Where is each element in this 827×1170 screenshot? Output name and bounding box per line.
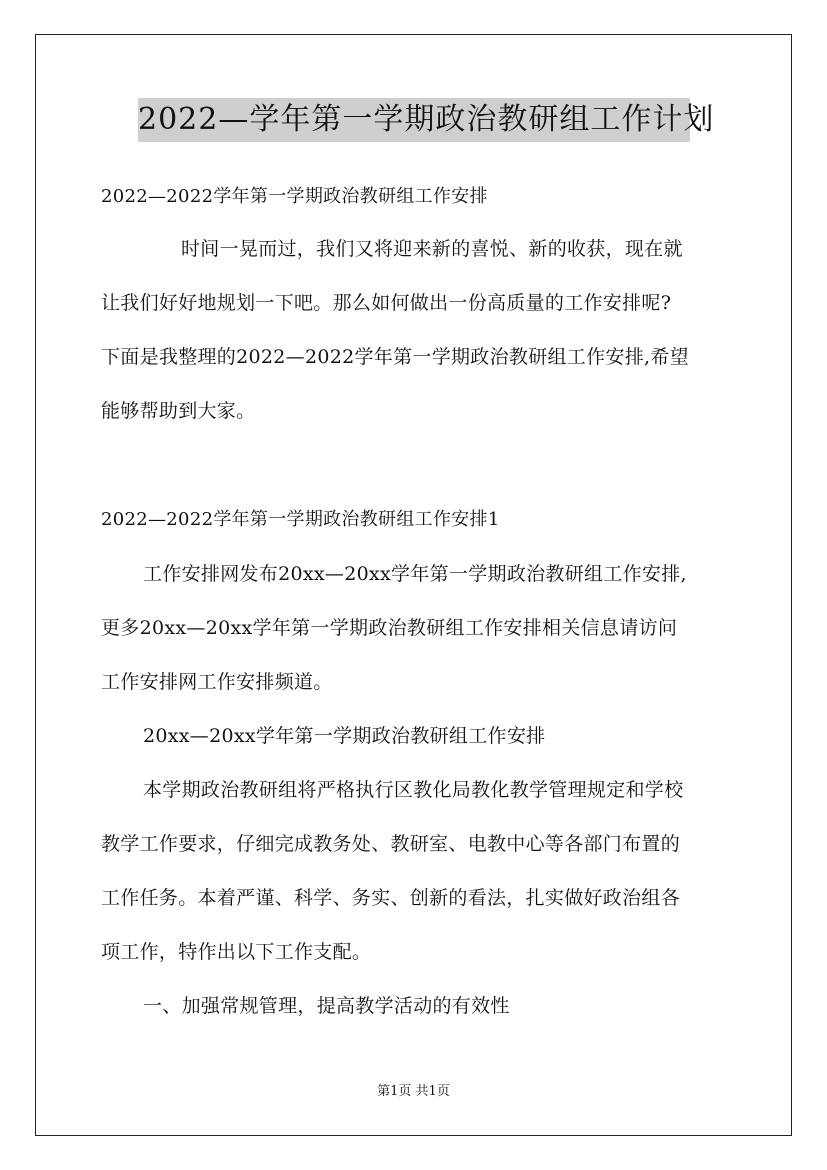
- body-line-3: 工作安排网工作安排频道。: [101, 671, 333, 693]
- intro-line-4: 能够帮助到大家。: [101, 400, 256, 422]
- body-line-7: 工作任务。本着严谨、科学、务实、创新的看法，扎实做好政治组各: [101, 887, 681, 909]
- body-line-9: 一、加强常规管理，提高教学活动的有效性: [143, 995, 510, 1017]
- body-line-2: 更多20xx—20xx学年第一学期政治教研组工作安排相关信息请访问: [101, 617, 678, 639]
- body-line-1: 工作安排网发布20xx—20xx学年第一学期政治教研组工作安排,: [143, 563, 687, 585]
- section-heading: 2022—2022学年第一学期政治教研组工作安排1: [101, 509, 500, 530]
- intro-line-2: 让我们好好地规划一下吧。那么如何做出一份高质量的工作安排呢?: [101, 292, 672, 314]
- body-line-6: 教学工作要求，仔细完成教务处、教研室、电教中心等各部门布置的: [101, 833, 681, 855]
- document-subtitle: 2022—2022学年第一学期政治教研组工作安排: [101, 186, 488, 207]
- intro-line-3: 下面是我整理的2022—2022学年第一学期政治教研组工作安排,希望: [101, 346, 689, 368]
- intro-line-1: 时间一晃而过，我们又将迎来新的喜悦、新的收获，现在就: [181, 238, 683, 260]
- document-title: 2022—学年第一学期政治教研组工作计划: [138, 98, 690, 142]
- body-line-8: 项工作，特作出以下工作支配。: [101, 941, 372, 963]
- body-line-4: 20xx—20xx学年第一学期政治教研组工作安排: [143, 725, 546, 747]
- body-line-5: 本学期政治教研组将严格执行区教化局教化教学管理规定和学校: [143, 779, 684, 801]
- page-footer: 第1页 共1页: [377, 1084, 450, 1099]
